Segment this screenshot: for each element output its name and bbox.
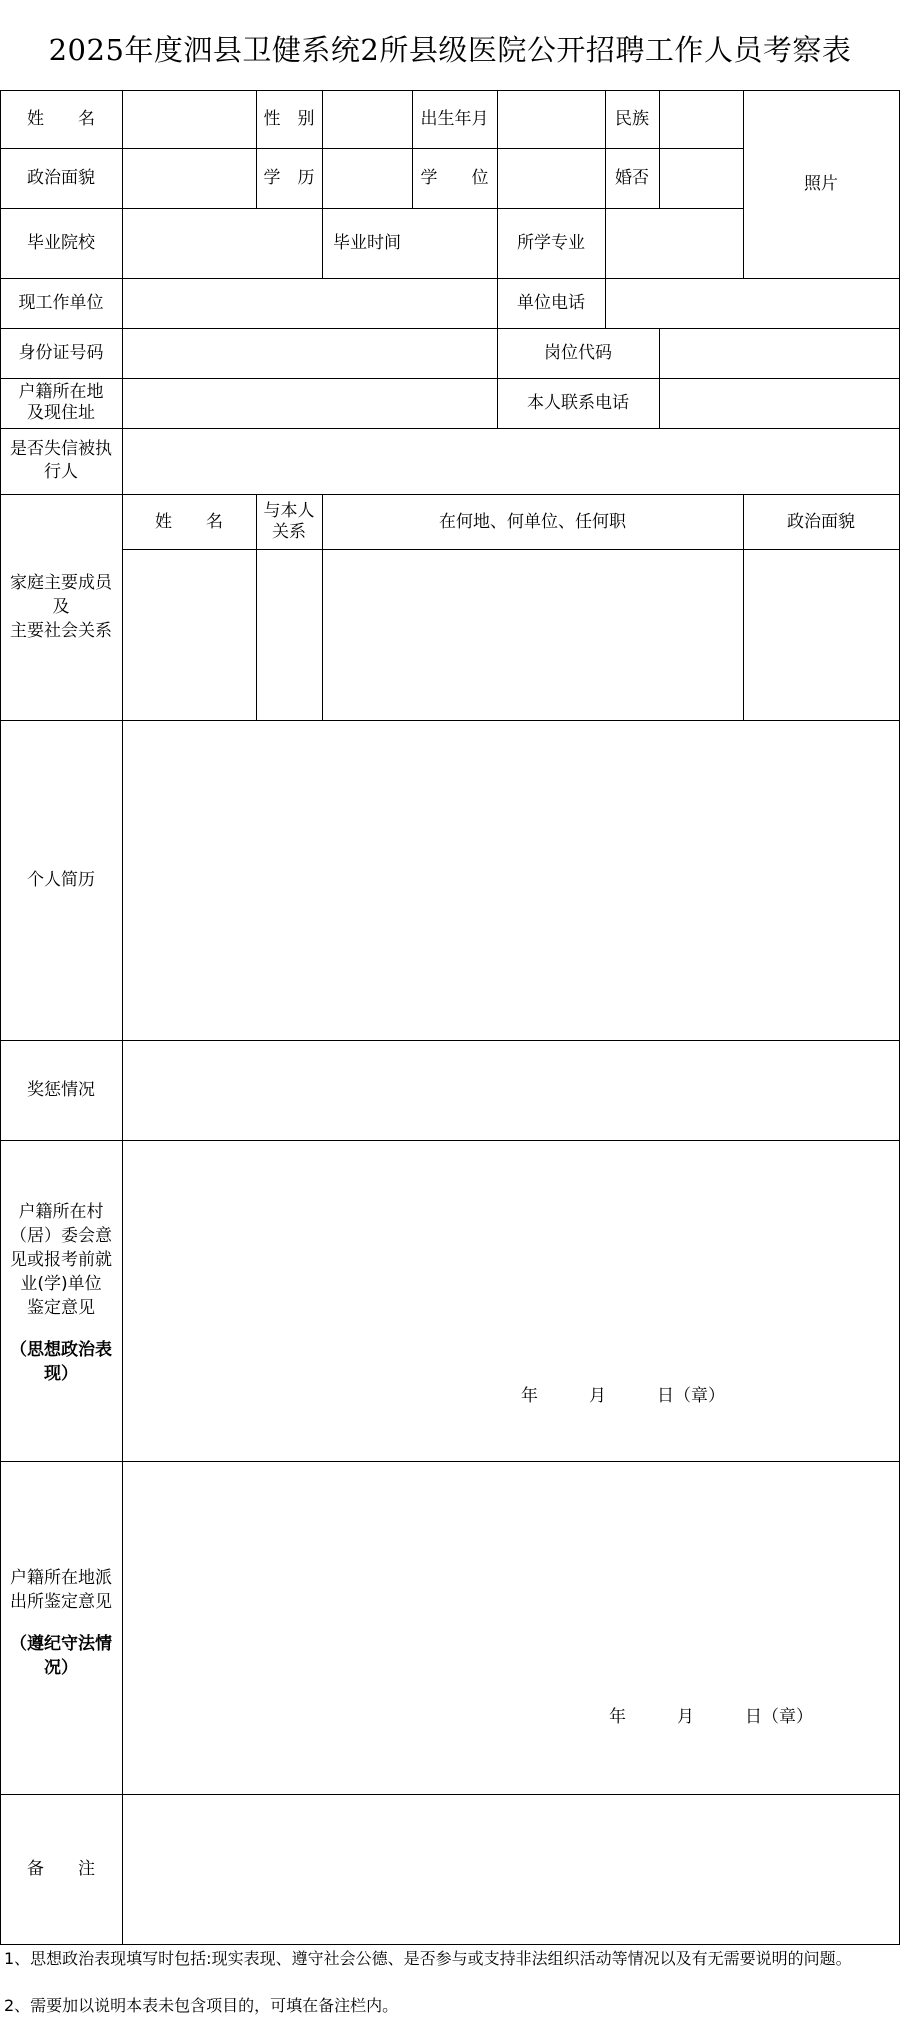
- remarks-label: 备 注: [27, 1859, 95, 1879]
- resume-label: 个人简历: [27, 870, 95, 890]
- police-opinion-label: [0, 1566, 122, 1696]
- work-unit-field[interactable]: [123, 279, 496, 328]
- degree-field[interactable]: [498, 149, 604, 208]
- gender-label: 性 别: [263, 109, 315, 129]
- marital-label: 婚否: [615, 168, 649, 188]
- ethnicity-field[interactable]: [660, 91, 742, 148]
- village-opinion-field[interactable]: [123, 1141, 899, 1461]
- family-political-field[interactable]: [744, 550, 899, 720]
- school-label: 毕业院校: [27, 233, 95, 253]
- village-line2: （居）委会意: [10, 1226, 112, 1246]
- household-label: [0, 378, 122, 428]
- form-title: 2025年度泗县卫健系统2所县级医院公开招聘工作人员考察表: [48, 33, 852, 67]
- family-label: [0, 494, 122, 720]
- contact-phone-label: 本人联系电话: [527, 393, 629, 413]
- note-2: 2、需要加以说明本表未包含项目的，可填在备注栏内。: [4, 1996, 399, 2015]
- major-field[interactable]: [606, 209, 742, 278]
- political-label: 政治面貌: [27, 168, 95, 188]
- rewards-field[interactable]: [123, 1041, 899, 1140]
- family-relation-line1: 与本人: [263, 500, 315, 521]
- village-line5: 鉴定意见: [27, 1298, 95, 1318]
- birth-field[interactable]: [498, 91, 604, 148]
- family-label-line3: 主要社会关系: [10, 621, 112, 641]
- unit-phone-label: 单位电话: [517, 293, 585, 313]
- marital-field[interactable]: [660, 149, 742, 208]
- political-field[interactable]: [123, 149, 255, 208]
- rewards-label: 奖惩情况: [27, 1080, 95, 1100]
- family-where-field[interactable]: [323, 550, 742, 720]
- family-name-field[interactable]: [123, 550, 255, 720]
- police-signature-date: 年 月 日（章）: [609, 1707, 813, 1727]
- dishonest-label-line1: 是否失信被执: [10, 439, 112, 459]
- family-relation-header: [256, 494, 322, 549]
- village-opinion-label: [0, 1200, 122, 1410]
- photo-label: 照片: [804, 174, 838, 194]
- village-line4: 业(学)单位: [20, 1274, 102, 1294]
- household-label-line2: 及现住址: [27, 403, 95, 423]
- education-label: 学 历: [263, 168, 315, 188]
- education-field[interactable]: [323, 149, 411, 208]
- family-relation-field[interactable]: [257, 550, 321, 720]
- dishonest-label-line2: 行人: [44, 462, 78, 482]
- police-bold-line1: （遵纪守法情: [10, 1634, 112, 1654]
- gender-field[interactable]: [323, 91, 411, 148]
- note-1: 1、思想政治表现填写时包括:现实表现、遵守社会公德、是否参与或支持非法组织活动等情况以及有无需要说明的问题。: [4, 1949, 852, 1968]
- name-field[interactable]: [123, 91, 255, 148]
- dishonest-field[interactable]: [123, 429, 899, 494]
- police-bold-line2: 况）: [44, 1658, 78, 1678]
- village-signature-date: 年 月 日（章）: [521, 1386, 725, 1406]
- grad-time-field[interactable]: [413, 209, 496, 278]
- family-where-header: 在何地、何单位、任何职: [439, 511, 626, 532]
- village-line3: 见或报考前就: [10, 1250, 112, 1270]
- family-name-header: 姓 名: [155, 511, 223, 532]
- birth-label: 出生年月: [420, 109, 489, 129]
- degree-label: 学 位: [420, 168, 489, 188]
- contact-phone-field[interactable]: [660, 379, 899, 428]
- family-political-header: 政治面貌: [787, 511, 855, 532]
- unit-phone-field[interactable]: [606, 279, 899, 328]
- village-bold-line1: （思想政治表: [10, 1340, 112, 1360]
- ethnicity-label: 民族: [615, 109, 649, 129]
- remarks-field[interactable]: [123, 1795, 899, 1944]
- police-line1: 户籍所在地派: [10, 1568, 112, 1588]
- village-line1: 户籍所在村: [18, 1202, 104, 1222]
- resume-field[interactable]: [123, 721, 899, 1040]
- major-label: 所学专业: [517, 233, 585, 253]
- post-code-label: 岗位代码: [544, 343, 612, 363]
- name-label: 姓 名: [27, 109, 95, 129]
- police-opinion-field[interactable]: [123, 1462, 899, 1794]
- id-label: 身份证号码: [18, 343, 104, 363]
- family-relation-line2: 关系: [272, 521, 306, 542]
- post-code-field[interactable]: [660, 329, 899, 378]
- police-line2: 出所鉴定意见: [10, 1592, 112, 1612]
- household-field[interactable]: [123, 379, 496, 428]
- family-label-line2: 及: [52, 597, 70, 617]
- id-field[interactable]: [123, 329, 496, 378]
- work-unit-label: 现工作单位: [18, 293, 104, 313]
- family-label-line1: 家庭主要成员: [10, 573, 112, 593]
- dishonest-label: [0, 428, 122, 494]
- school-field[interactable]: [123, 209, 321, 278]
- household-label-line1: 户籍所在地: [18, 382, 104, 402]
- grad-time-label: 毕业时间: [333, 233, 401, 253]
- village-bold-line2: 现）: [44, 1364, 78, 1384]
- rule: [0, 1944, 900, 1945]
